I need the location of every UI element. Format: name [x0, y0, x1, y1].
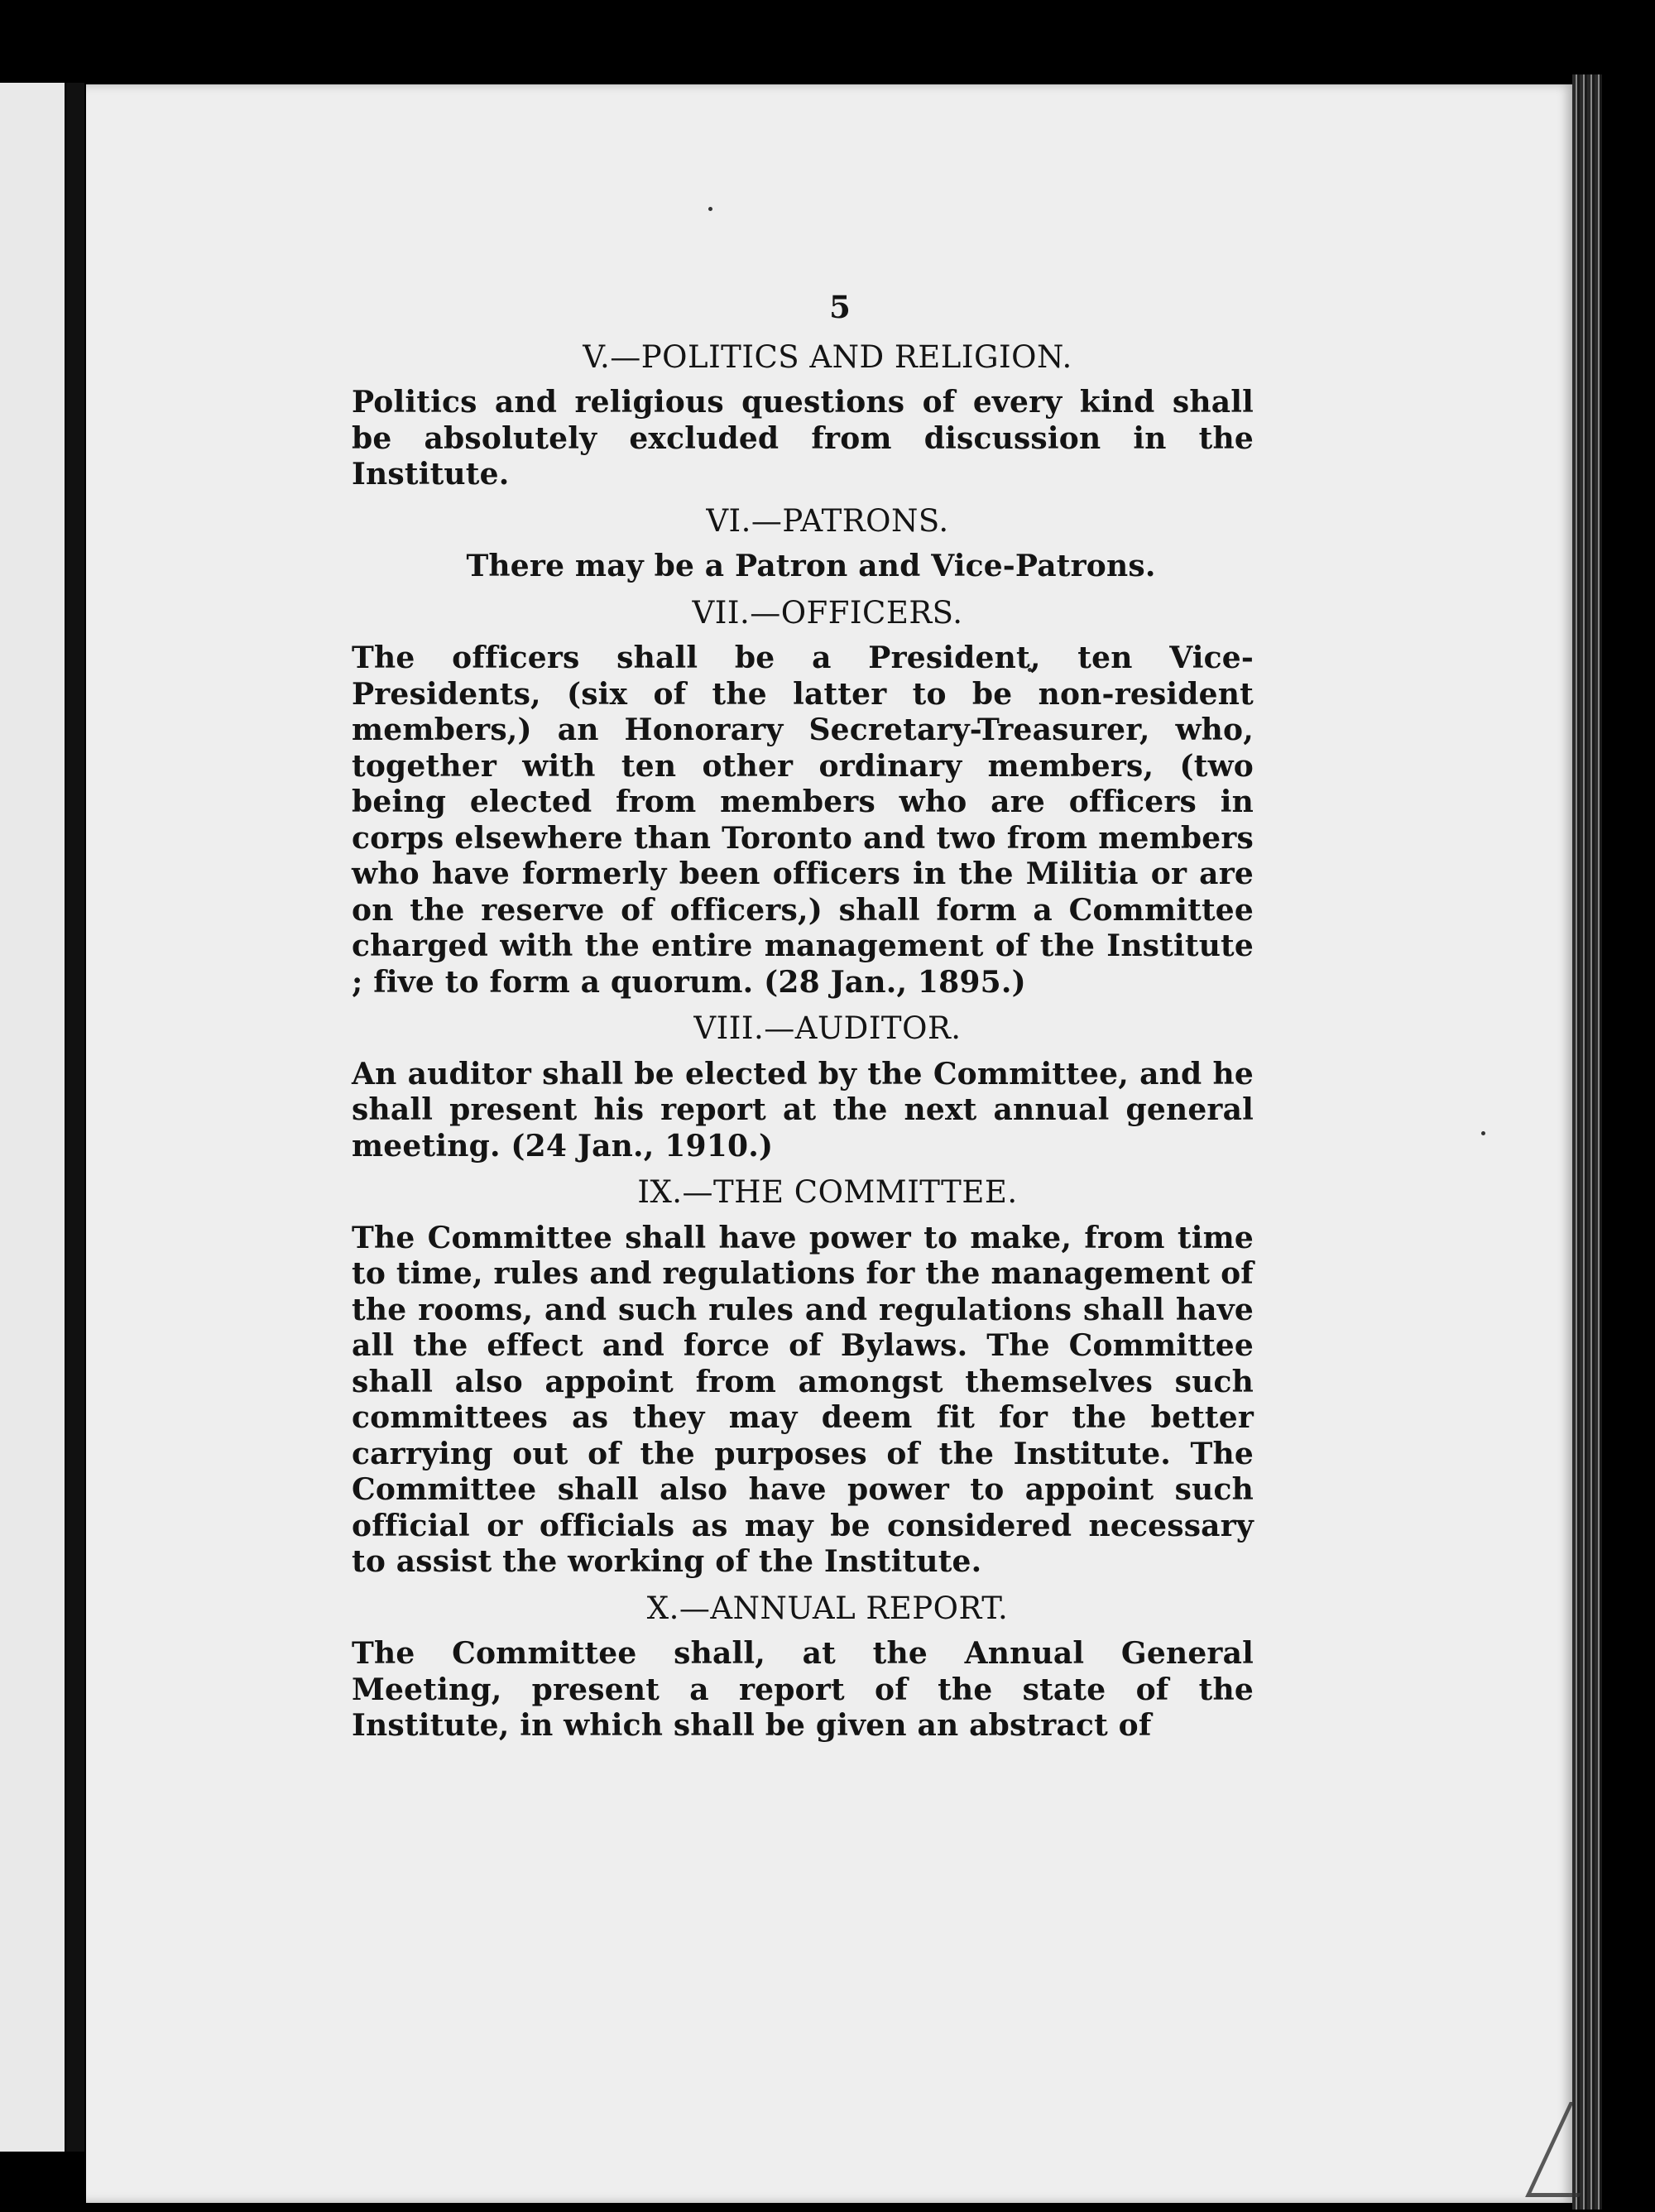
- section-body-committee: The Committee shall have power to make, from time to time, rules and regulations for the management of the rooms, and such rules and regulations shall have all the effect and force of Bylaws. The Committee shall also appoint from amongst themselves such committees as they may deem fit for the better carrying out of the purposes of the Institute. The Committee shall also have power to appoint such official or officials as may be considered necessary to assist the working of the Institute.: [352, 1220, 1254, 1579]
- page-number: 5: [829, 289, 851, 325]
- speck: [1481, 1131, 1485, 1135]
- section-body-annual-report: The Committee shall, at the Annual General Meeting, present a report of the state of the Institute, in which shall be given an abstract of: [352, 1636, 1254, 1743]
- book-gutter: [66, 83, 84, 2152]
- section-heading-auditor: VIII.—AUDITOR.: [693, 1010, 962, 1046]
- section-body-patrons: There may be a Patron and Vice-Patrons.: [466, 549, 1156, 583]
- section-heading-officers: VII.—OFFICERS.: [692, 594, 963, 631]
- section-body-politics: Politics and religious questions of every kind shall be absolutely excluded from discussion in the Institute.: [352, 385, 1254, 492]
- section-body-auditor: An auditor shall be elected by the Committee, and he shall present his report at the next annual general meeting. (24 Jan., 1910.): [352, 1056, 1254, 1164]
- section-heading-patrons: VI.—PATRONS.: [706, 502, 949, 539]
- facing-page-edge: [0, 83, 65, 2152]
- page-content: [352, 290, 1254, 1744]
- section-heading-committee: IX.—THE COMMITTEE.: [637, 1174, 1018, 1210]
- page-stack-edge: [1572, 74, 1602, 2210]
- section-body-officers: The officers shall be a President, ten Vice-Presidents, (six of the latter to be non-resident members,) an Honorary Secretary-Treasurer, who, together with ten other ordinary members, (two being elected from members who are officers in corps elsewhere than Toronto and two from members who have formerly been officers in the Militia or are on the reserve of officers,) shall form a Committee charged with the entire management of the Institute ; five to form a quorum. (28 Jan., 1895.): [352, 641, 1254, 1000]
- speck: [708, 207, 712, 211]
- section-heading-annual-report: X.—ANNUAL REPORT.: [646, 1590, 1009, 1626]
- section-heading-politics: V.—POLITICS AND RELIGION.: [583, 338, 1072, 375]
